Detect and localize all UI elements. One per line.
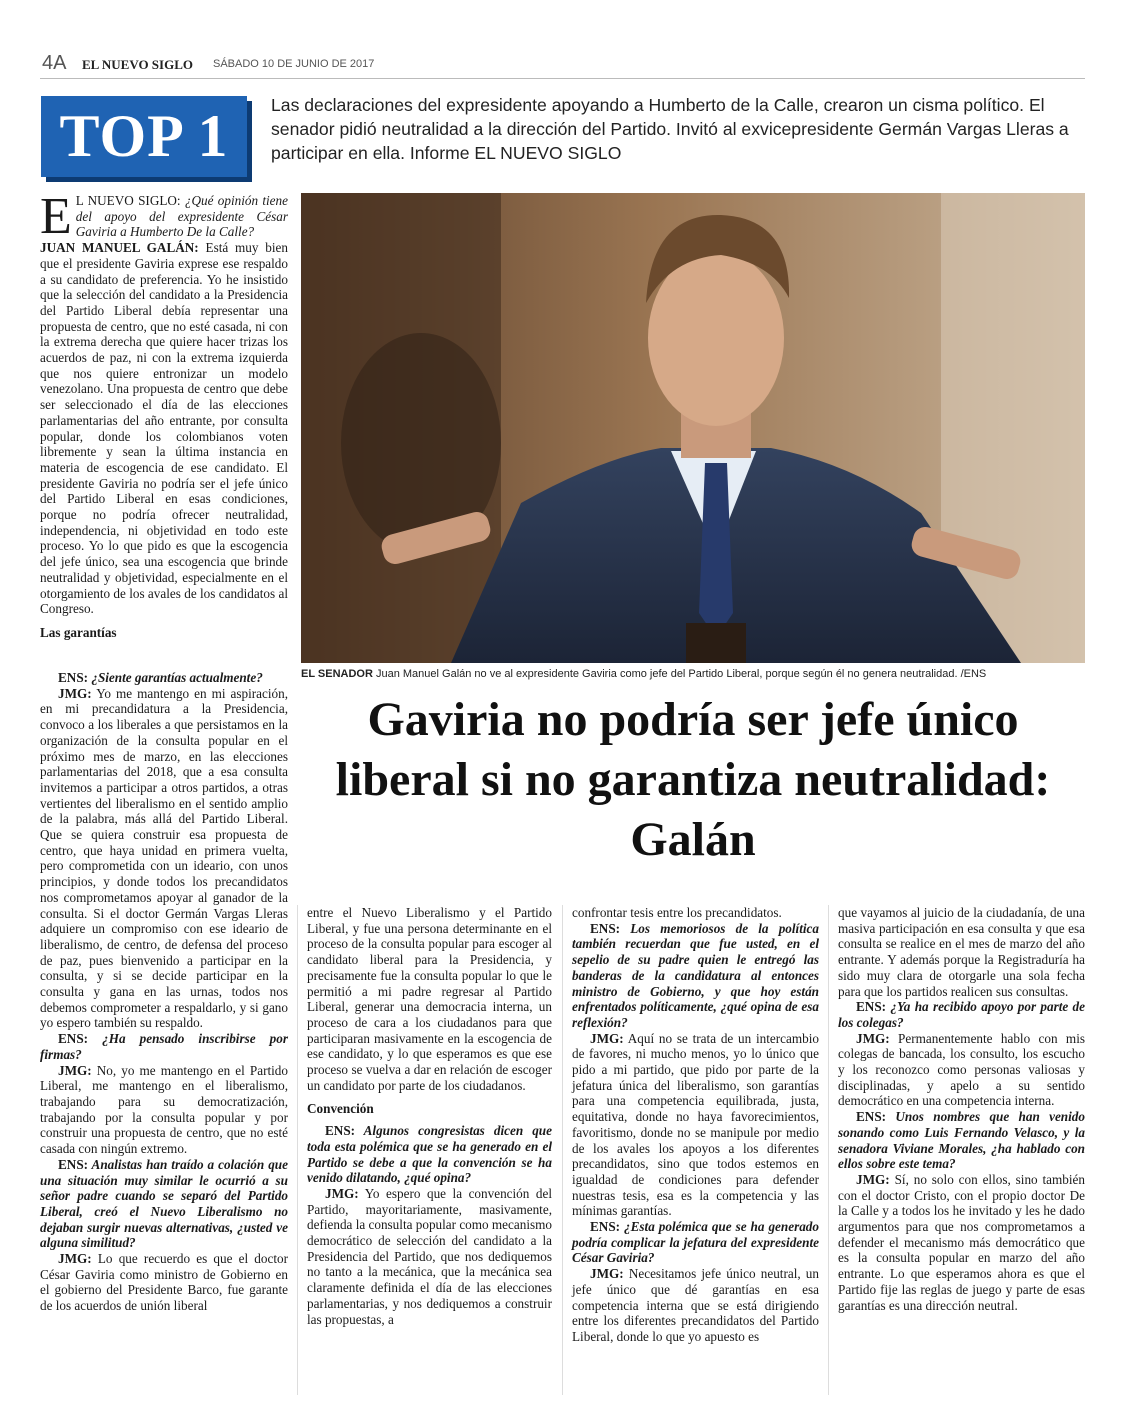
- answer-paragraph: [572, 1266, 819, 1345]
- column-1-top: [40, 188, 289, 647]
- answer-paragraph: [40, 1063, 288, 1157]
- question-text: Algunos congresistas dicen que toda esta polémica que se ha generado en el Partido se debe a que la convención se ha venido dilatando, ¿qué opina?: [307, 1123, 552, 1186]
- interviewer-lead: ENS:: [58, 1031, 89, 1047]
- speaker-lead: JMG:: [325, 1185, 359, 1201]
- answer-paragraph: [838, 1031, 1085, 1110]
- interviewer-lead: ENS:: [856, 999, 887, 1015]
- issue-date: SÁBADO 10 DE JUNIO DE 2017: [213, 58, 375, 70]
- page-number: 4A: [42, 52, 67, 74]
- answer-paragraph: [40, 240, 288, 617]
- question-text: ¿Esta polémica que se ha generado podría complicar la jefatura del expresidente César Gaviria?: [572, 1219, 819, 1266]
- question-text: ¿Siente garantías actualmente?: [88, 670, 263, 685]
- interviewer-lead: ENS:: [58, 670, 89, 685]
- answer-paragraph: [572, 1031, 819, 1219]
- question-paragraph: [838, 1109, 1085, 1172]
- speaker-lead: JUAN MANUEL GALÁN:: [40, 240, 199, 256]
- answer-text: Necesitamos jefe único neutral, un jefe único que dé garantías en esa competencia interna que se está dirigiendo entre los diferentes precandidatos del Partido Liberal, donde lo que yo apuesto es: [572, 1266, 819, 1344]
- body-paragraph: confrontar tesis entre los precandidatos.: [572, 905, 782, 920]
- answer-paragraph: [307, 1186, 552, 1327]
- caption-lead: EL SENADOR: [301, 668, 373, 680]
- interviewer-lead: ENS:: [856, 1109, 887, 1125]
- answer-paragraph: [40, 1251, 288, 1314]
- body-paragraph: que vayamos al juicio de la ciudadanía, de una masiva participación en esa consulta y que esa consulta se realice en el mes de marzo del año entrante. Y además porque la Registraduría ha sido muy clara de otorgarle una sola fecha para que los partidos realicen sus consultas.: [838, 905, 1085, 999]
- column-divider: [562, 905, 563, 1395]
- photo-caption: [301, 668, 1085, 680]
- speaker-lead: JMG:: [58, 685, 92, 701]
- top1-badge: [41, 96, 247, 177]
- column-1-bottom: [40, 670, 288, 1314]
- intro-lead: L NUEVO SIGLO:: [75, 193, 185, 208]
- question-paragraph: [572, 1219, 819, 1266]
- speaker-lead: JMG:: [856, 1171, 890, 1187]
- intro-paragraph: [40, 188, 288, 245]
- senator-photo: [301, 193, 1085, 663]
- answer-text: Yo me mantengo en mi aspiración, en mi precandidatura a la Presidencia, convoco a los liberales a que persistamos en la organización de la consulta popular en el próximo mes de marzo, en las elecciones parlamentarias del 2018, que a esa consulta invitemos a participar a otros partidos, a otras vertientes del liberalismo en el sentido amplio de la palabra, más allá del Partido Liberal. Que se quiera construir esa propuesta de centro, que haya unidad en primera vuelta, pero comprometida con un ideario, con unos principios, y donde todos los precandidatos nos comprometamos apoyar al ganador de la consulta. Si el doctor Germán Vargas Lleras adquiere un compromiso con ese ideario de liberalismo, de centro, de defensa del proceso de paz, pues bienvenido a participar en la consulta, y si se decide participar en la consulta y gana en las urnas, todos nos debemos comprometer a respaldarlo, y si gano yo espero también su respaldo.: [40, 685, 288, 1031]
- subhead-convencion: Convención: [307, 1101, 374, 1117]
- column-2: [307, 905, 552, 1327]
- newspaper-name: EL NUEVO SIGLO: [82, 57, 193, 72]
- answer-text: Permanentemente hablo con mis colegas de bancada, los consulto, los escucho y los reconozco como personas valiosas y disciplinadas, y apelo a su sentido democrático en una competencia interna.: [838, 1030, 1085, 1109]
- answer-text: Aquí no se trata de un intercambio de favores, ni mucho menos, yo lo único que pido a mi partido, que pido por parte de la jefatura única del liberalismo, son garantías para una competencia equilibrada, justa, equitativa, donde no haya favorecimientos, favoritismo, donde no se manipule por medio de los avales los apoyos a los diferentes precandidatos, sino que todos estemos en igualdad de condiciones para defender nuestras tesis, esa es la competencia y las mínimas garantías.: [572, 1030, 819, 1219]
- answer-text: Yo espero que la convención del Partido, mayoritariamente, masivamente, defienda la consulta popular como mecanismo democrático de selección del candidato a la Presidencia del Partido, que nos dediquemos no tanto a la mecánica, que la mecánica sea claramente definida el día de las elecciones parlamentarias, y nos dediquemos a construir las propuestas, a: [307, 1185, 552, 1327]
- speaker-lead: JMG:: [590, 1266, 624, 1282]
- speaker-lead: JMG:: [856, 1030, 890, 1046]
- answer-paragraph: [838, 1172, 1085, 1313]
- question-paragraph: [838, 999, 1085, 1030]
- question-text: Unos nombres que han venido sonando como Luis Fernando Velasco, y la senadora Viviane Morales, ¿ha hablado con ellos sobre este tema?: [838, 1109, 1085, 1172]
- answer-text: No, yo me mantengo en el Partido Liberal, me mantengo en el liberalismo, trabajando para su democratización, trabajando por la consulta popular y por construir una propuesta de centro, que no esté casada con ningún extremo.: [40, 1062, 288, 1157]
- headline: Gaviria no podría ser jefe único liberal si no garantiza neutralidad: Galán: [335, 693, 1051, 866]
- caption-text: Juan Manuel Galán no ve al expresidente Gaviria como jefe del Partido Liberal, porque según él no genera neutralidad. /ENS: [372, 668, 987, 680]
- question-text: ¿Ha pensado inscribirse por firmas?: [40, 1031, 288, 1062]
- answer-text: Sí, no solo con ellos, sino también con el doctor Cristo, con el propio doctor De la Calle y a todos los he invitado y les he dado argumentos para que nos comprometamos a defender el mecanismo más democrático que es la consulta popular en marzo del año entrante. Lo que esperamos ahora es que el Partido fije las reglas de juego y parte de esas garantías es una dirección neutral.: [838, 1171, 1085, 1313]
- answer-paragraph: [40, 686, 288, 1031]
- speaker-lead: JMG:: [58, 1251, 92, 1267]
- question-paragraph: [40, 1157, 288, 1251]
- column-4: [838, 905, 1085, 1313]
- question-text: ¿Ya ha recibido apoyo por parte de los colegas?: [838, 999, 1085, 1030]
- page-header: [40, 50, 1085, 79]
- question-paragraph: [307, 1123, 552, 1186]
- interviewer-lead: ENS:: [590, 920, 621, 936]
- question-text: Los memoriosos de la política también recuerdan que fue usted, en el sepelio de su padre quien le entregó las banderas de la candidatura al entonces ministro de Gobierno, y que hoy están enfrentados políticamente, ¿qué opina de esa reflexión?: [572, 920, 819, 1030]
- question-text: Analistas han traído a colación que una situación muy similar le ocurrió a su señor padre cuando se separó del Partido Liberal, creó el Nuevo Liberalismo no dejaban surgir nuevas alternativas, ¿usted ve alguna similitud?: [40, 1156, 288, 1251]
- speaker-lead: JMG:: [58, 1062, 92, 1078]
- interviewer-lead: ENS:: [325, 1123, 356, 1139]
- interviewer-lead: ENS:: [58, 1156, 89, 1172]
- question-paragraph: [40, 1031, 288, 1062]
- drop-cap: E: [40, 188, 72, 245]
- answer-text: Está muy bien que el presidente Gaviria exprese ese respaldo a su candidato de preferencia. Yo he insistido que la selección del candidato a la Presidencia del Partido Liberal debía representar una propuesta de centro, que no esté casada, ni con la extrema derecha que quiere hacer trizas los acuerdos de paz, ni con la extrema izquierda que nos quiere entronizar un modelo venezolano. Una propuesta de centro que debe ser seleccionado el día de las elecciones parlamentarias del año entrante, por consulta popular, donde los colombianos voten libremente y sean la última instancia en materia de escogencia de ese candidato. El presidente Gaviria no podría ser el jefe único del Partido Liberal en esas condiciones, porque no podría ofrecer neutralidad, independencia, ni objetividad en todo este proceso. Yo lo que pido es que la escogencia del jefe único, sea una escogencia que brinde neutralidad y objetividad, especialmente en el otorgamiento de los avales de los candidatos al Congreso.: [40, 240, 289, 617]
- subhead-garantias: Las garantías: [40, 624, 117, 640]
- column-3: [572, 905, 819, 1345]
- answer-text: Lo que recuerdo es que el doctor César Gaviria como ministro de Gobierno en el gobierno del Presidente Barco, fue garante de los acuerdos de unión liberal: [40, 1251, 288, 1314]
- question-paragraph: [572, 921, 819, 1031]
- intro-question: ¿Qué opinión tiene del apoyo del expresidente César Gaviria a Humberto De la Calle?: [75, 193, 288, 240]
- speaker-lead: JMG:: [590, 1030, 624, 1046]
- column-divider: [297, 905, 298, 1395]
- interviewer-lead: ENS:: [590, 1219, 621, 1235]
- portrait-illustration: [301, 193, 1085, 663]
- article-deck: Las declaraciones del expresidente apoyando a Humberto de la Calle, crearon un cisma político. El senador pidió neutralidad a la dirección del Partido. Invitó al exvicepresidente Germán Vargas Lleras a participar en ella. Informe EL NUEVO SIGLO: [271, 95, 1069, 163]
- top1-label: TOP 1: [59, 103, 229, 169]
- question-paragraph: [40, 670, 288, 686]
- column-divider: [828, 905, 829, 1395]
- body-paragraph: entre el Nuevo Liberalismo y el Partido Liberal, y fue una persona determinante en el proceso de la consulta popular para escoger al candidato liberal para la Presidencia, y precisamente fue la consulta popular lo que le permitió a mi padre regresar al Partido Liberal, generar una democracia interna, un proceso de cara a los ciudadanos para que participaran masivamente en la escogencia de ese candidato, y lo que esperamos es que ese proceso se vuelva a dar en relación de escoger un candidato por parte de los ciudadanos.: [307, 905, 552, 1093]
